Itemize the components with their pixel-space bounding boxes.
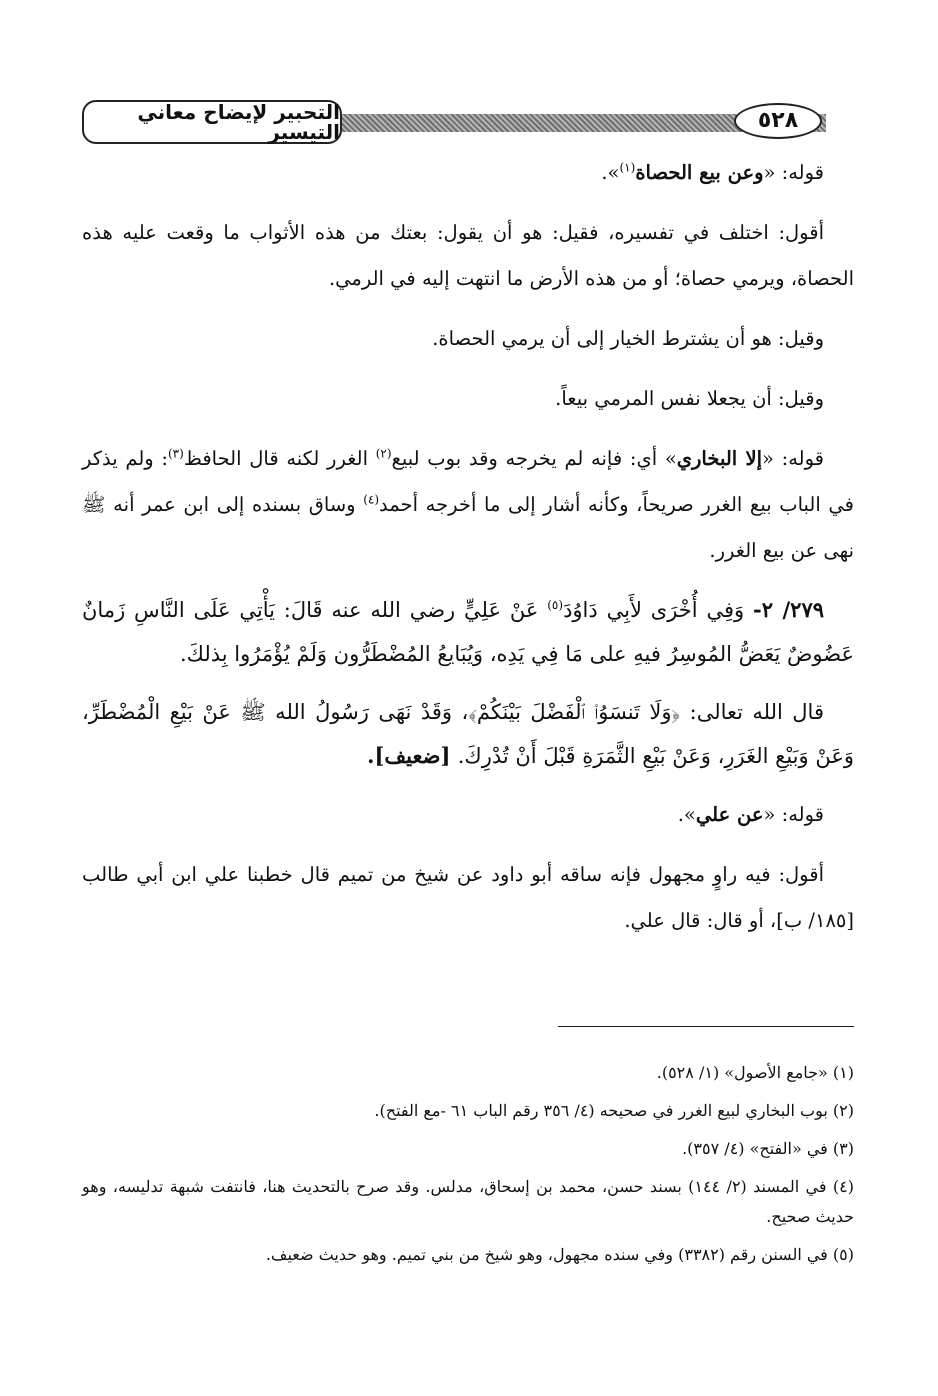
footnote-ref: (٥) [547,598,564,612]
footnote-3: (٣) في «الفتح» (٤/ ٣٥٧). [682,1139,854,1158]
bold-run: وعن بيع الحصاة [635,161,764,184]
paragraph-2: أقول: اختلف في تفسيره، فقيل: هو أن يقول: بعتك من هذه الأثواب ما وقعت عليه هذه الحصاة، ويرمي حصاة؛ أو من هذه الأرض ما انتهت إليه في الرمي. [82,221,854,290]
paragraph-5 [82,436,854,574]
text-run: قوله: « [763,803,824,826]
text-run: عَنْ عَلِيٍّ رضي الله عنه قَالَ: يَأْتِي عَلَى النَّاسِ زَمانٌ عَضُوضٌ يَعَضُّ المُوسِرُ فيهِ على مَا فِي يَدِه، وَيُبَايعُ المُضْطَرُّون وَلَمْ يُؤْمَرُوا بِذلكَ. [82,598,854,666]
bold-run: إلا البخاري [676,447,763,470]
page-header [82,100,854,146]
main-text [82,150,854,958]
footnote-2: (٢) بوب البخاري لبيع الغرر في صحيحه (٤/ ٣٥٦ رقم الباب ٦١ -مع الفتح). [374,1101,854,1120]
hadith-number: ٢٧٩/ ٢- [753,597,825,622]
text-run: وساق بسنده إلى ابن عمر أنه ﷺ نهى عن بيع الغرر. [82,493,854,562]
paragraph-3: وقيل: هو أن يشترط الخيار إلى أن يرمي الحصاة. [432,327,824,350]
text-run: قوله: « [762,447,824,470]
footnote-ref: (٣) [167,446,184,461]
paragraph-9: أقول: فيه راوٍ مجهول فإنه ساقه أبو داود عن شيخ من تميم قال خطبنا علي ابن أبي طالب [١٨٥/ ب]، أو قال: قال علي. [82,863,854,932]
text-run: وَفِي أُخْرَى لأَبِي دَاوُدَ [563,598,753,622]
page-number: ٥٢٨ [734,103,822,139]
text-run: الغرر لكنه قال الحافظ [183,447,376,470]
paragraph-4: وقيل: أن يجعلا نفس المرمي بيعاً. [555,387,824,410]
text-run: : ولم يذكر في الباب بيع الغرر صريحاً، وكأنه أشار إلى ما أخرجه أحمد [82,447,854,516]
footnote-ref: (٤) [363,492,380,507]
footnote-ref: (٢) [375,446,392,461]
text-run: قوله: « [763,161,824,184]
text-run: ». [601,161,620,184]
book-title: التحبير لإيضاح معاني التيسير [82,100,342,144]
paragraph-1 [82,150,854,196]
footnote-5: (٥) في السنن رقم (٣٣٨٢) وفي سنده مجهول، وهو شيخ من بني تميم. وهو حديث ضعيف. [265,1245,854,1264]
quran-paragraph [82,690,854,778]
footnote-separator [558,1026,854,1027]
bold-run: عن علي [695,803,764,826]
footnotes [82,1058,854,1278]
paragraph-8 [82,792,854,838]
footnote-4: (٤) في المسند (٢/ ١٤٤) بسند حسن، محمد بن إسحاق، مدلس. وقد صرح بالتحديث هنا، فانتفت شبهة تدليسه، وهو حديث صحيح. [82,1177,854,1226]
text-run: ». [677,803,696,826]
grade-label: [ضعيف]. [367,743,458,768]
hadith-paragraph [82,588,854,676]
footnote-ref: (١) [619,160,636,175]
text-run: قال الله تعالى: ﴿وَلَا تَنسَوُا۟ ٱلْفَضْلَ بَيْنَكُمْ﴾، وَقَدْ نَهَى رَسُولُ الله ﷺ عَنْ بَيْعِ الْمُضْطَرِّ، وَعَنْ وَبَيْعِ الغَرَرِ، وَعَنْ بَيْعِ الثَّمَرَةِ قَبْلَ أَنْ تُدْرِكَ. [82,700,854,768]
footnote-1: (١) «جامع الأصول» (١/ ٥٢٨). [656,1063,854,1082]
text-run: » أي: فإنه لم يخرجه وقد بوب لبيع [391,447,677,470]
